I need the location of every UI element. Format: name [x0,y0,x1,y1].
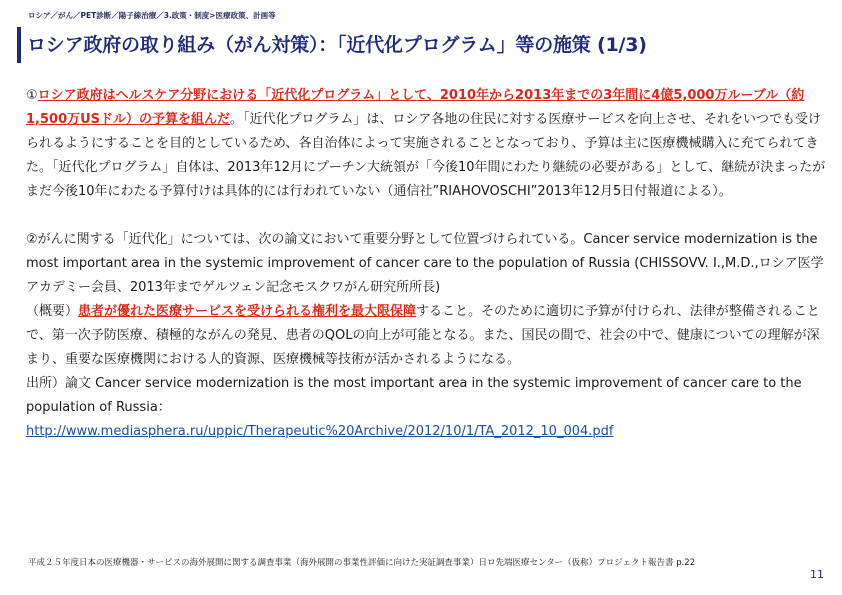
source-link[interactable]: http://www.mediasphera.ru/uppic/Therapeutic%20Archive/2012/10/1/TA_2012_10_004.pdf [26,424,614,439]
paragraph-1 [26,84,826,204]
page-number: 11 [810,568,824,581]
paragraph-1-marker: ① [26,88,38,103]
source-citation: 出所）論文 Cancer service modernization is the most important area in the systemic improvement of cancer care to the population of Russia： [26,376,802,415]
page-title: ロシア政府の取り組み（がん対策）：「近代化プログラム」等の施策 (1/3) [27,34,647,56]
summary-prefix: （概要） [26,304,79,319]
paragraph-2-summary [26,300,826,372]
paragraph-gap [26,204,826,228]
footer-note: 平成２５年度日本の医療機器・サービスの海外展開に関する調査事業（海外展開の事業性評価に向けた実証調査事業）日ロ先端医療センター（仮称）プロジェクト報告書 p.22 [28,558,696,568]
summary-highlight: 患者が優れた医療サービスを受けられる権利を最大限保障 [78,304,417,319]
main-content [26,84,826,444]
title-accent-bar [17,27,21,63]
paragraph-1-text: 。「近代化プログラム」は、ロシア各地の住民に対する医療サービスを向上させ、それをいつでも受けられるようにすることを目的としているため、各自治体によって実施されることとなっており、予算は主に医療機械購入に充てられてきた。「近代化プログラム」自体は、2013年12月にプーチン大統領が「今後10年間にわたり継続の必要がある」として、継続が決まったがまだ今後10年にわたる予算付けは具体的には行われていない（通信社”RIAHOVOSCHI”2013年12月5日付報道による）。 [26,112,826,199]
breadcrumb: ロシア／がん／PET診断／陽子線治療／3.政策・制度>医療政策、計画等 [28,11,276,20]
summary-text: すること。そのために適切に予算が付けられ、法律が整備されることで、第一次予防医療、積極的ながんの発見、患者のQOLの向上が可能となる。また、国民の間で、社会の中で、健康についての理解が深まり、重要な医療機関における人的資源、医療機械等技術が活かされるようになる。 [26,304,820,367]
paragraph-2-intro: ②がんに関する「近代化」については、次の論文において重要分野として位置づけられている。Cancer service modernization is the most important area in the systemic improvement of cancer care to the population of Russia (CHISSOVV. I.,M.D.,ロシア医学アカデミー会員、2013年までゲルツェン記念モスクワがん研究所所長) [26,232,824,295]
paragraph-1-highlight: ロシア政府はヘルスケア分野における「近代化プログラム」として、2010年から2013年までの3年間に4億5,000万ルーブル（約1,500万USドル）の予算を組んだ [26,88,805,127]
